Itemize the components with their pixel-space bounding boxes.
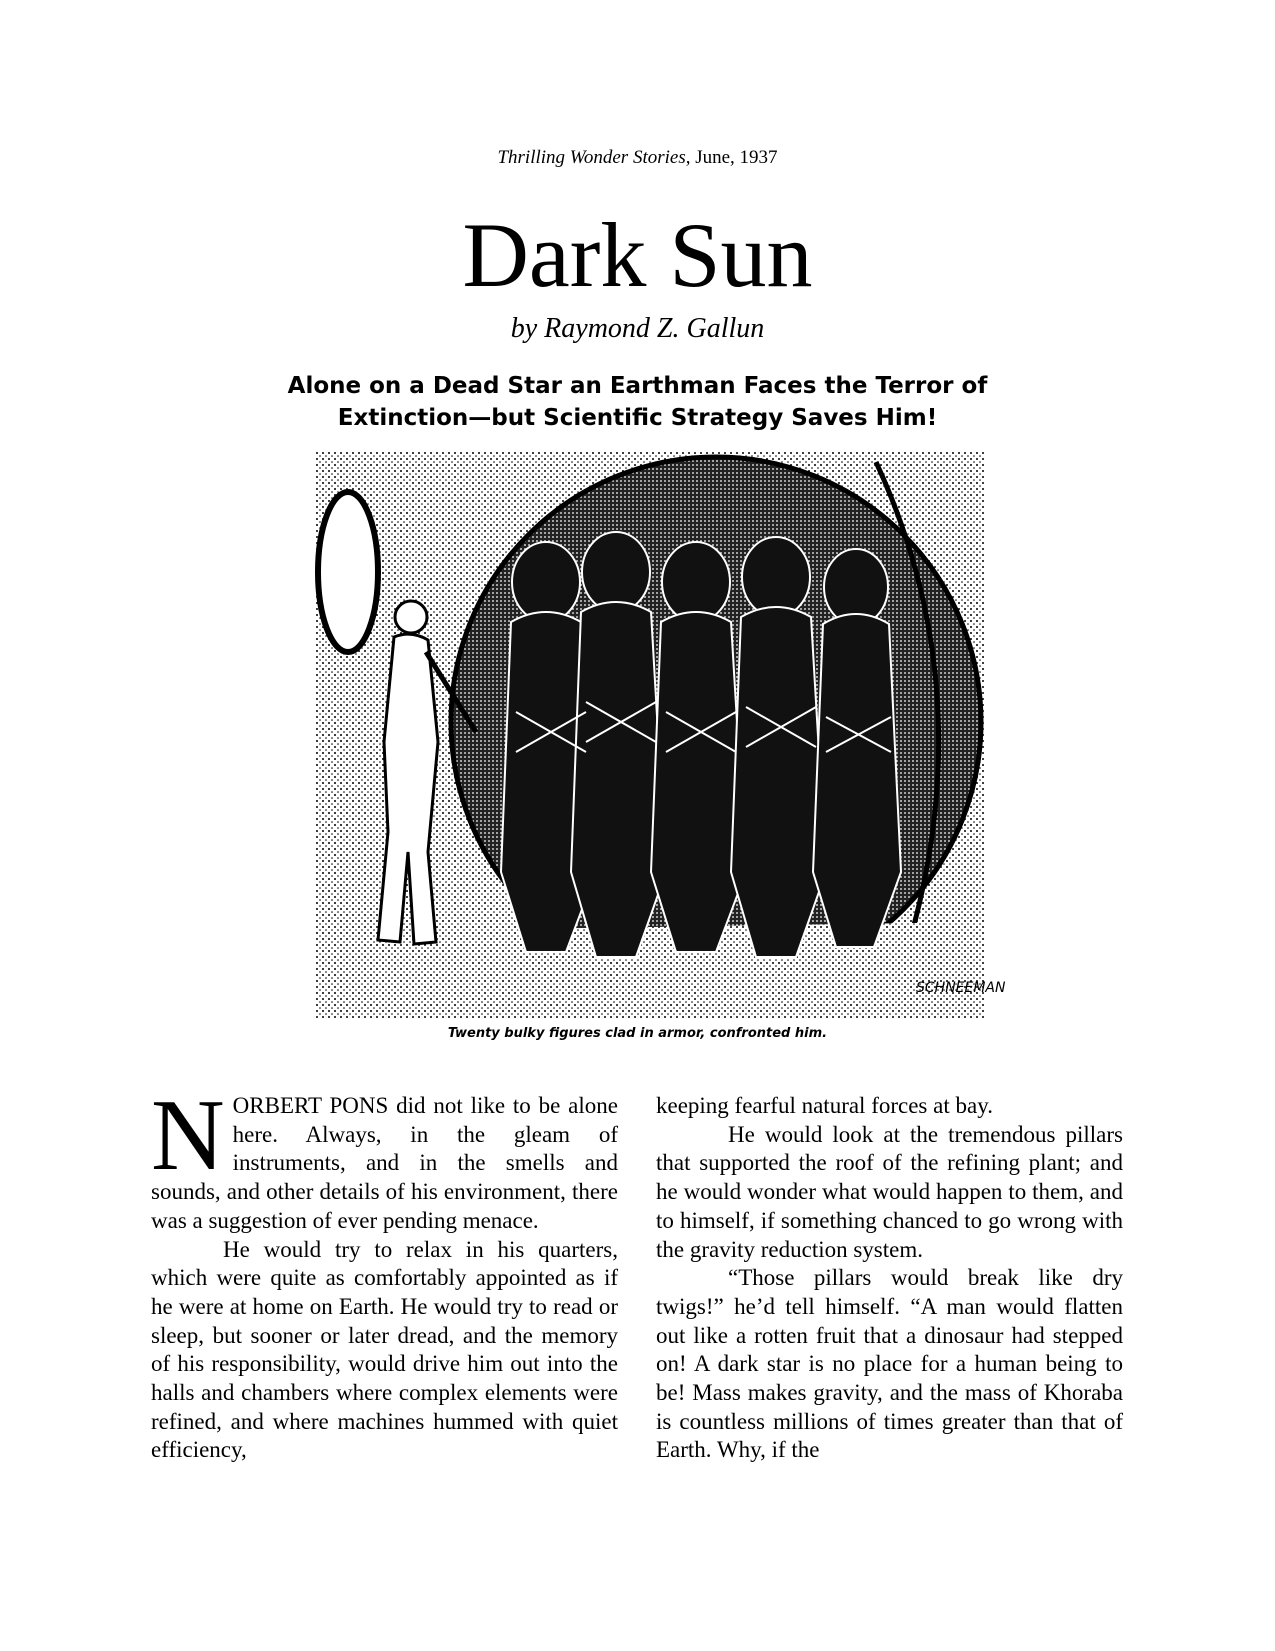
pen-and-ink-illustration-icon	[316, 452, 1006, 1018]
issue-date: , June, 1937	[685, 147, 778, 168]
drop-cap: N	[151, 1079, 225, 1192]
body-paragraph: He would look at the tremendous pillars that supported the roof of the refining plant; and he would wonder what would happen to them, and to himself, if something chanced to go wrong with the gravity reduction system.	[656, 1121, 1123, 1262]
blurb-line-1: Alone on a Dead Star an Earthman Faces the Terror of	[287, 373, 988, 399]
publication-name: Thrilling Wonder Stories	[497, 147, 686, 168]
source-line	[0, 147, 1275, 169]
story-blurb	[0, 370, 1275, 434]
body-paragraph	[151, 1079, 618, 1236]
body-column-left	[151, 1079, 618, 1465]
body-paragraph: “Those pillars would break like dry twigs!” he’d tell himself. “A man would flatten out like a rotten fruit that a dinosaur had stepped on! A dark star is no place for a human being to be! Mass makes gravity, and the mass of Khoraba is countless millions of times greater than that of Earth. Why, if the	[656, 1265, 1123, 1463]
blurb-line-2: Extinction—but Scientific Strategy Saves Him!	[337, 405, 938, 431]
paragraph-text: ORBERT PONS did not like to be alone here. Always, in the gleam of instruments, and in the smells and sounds, and other details of his environment, there was a suggestion of ever pending menace.	[151, 1093, 618, 1233]
body-column-right	[656, 1092, 1123, 1465]
byline: by Raymond Z. Gallun	[510, 313, 765, 344]
story-title: Dark Sun	[462, 204, 813, 306]
body-paragraph: keeping fearful natural forces at bay.	[656, 1093, 993, 1118]
body-paragraph: He would try to relax in his quarters, which were quite as comfortably appointed as if he were at home on Earth. He would try to read or sleep, but sooner or later dread, and the memory of his responsibility, would drive him out into the halls and chambers where complex elements were refined, and where machines hummed with quiet efficiency,	[151, 1236, 618, 1463]
illustration-caption: Twenty bulky figures clad in armor, confronted him.	[447, 1026, 828, 1041]
illustrator-signature: SCHNEEMAN	[916, 980, 1006, 996]
